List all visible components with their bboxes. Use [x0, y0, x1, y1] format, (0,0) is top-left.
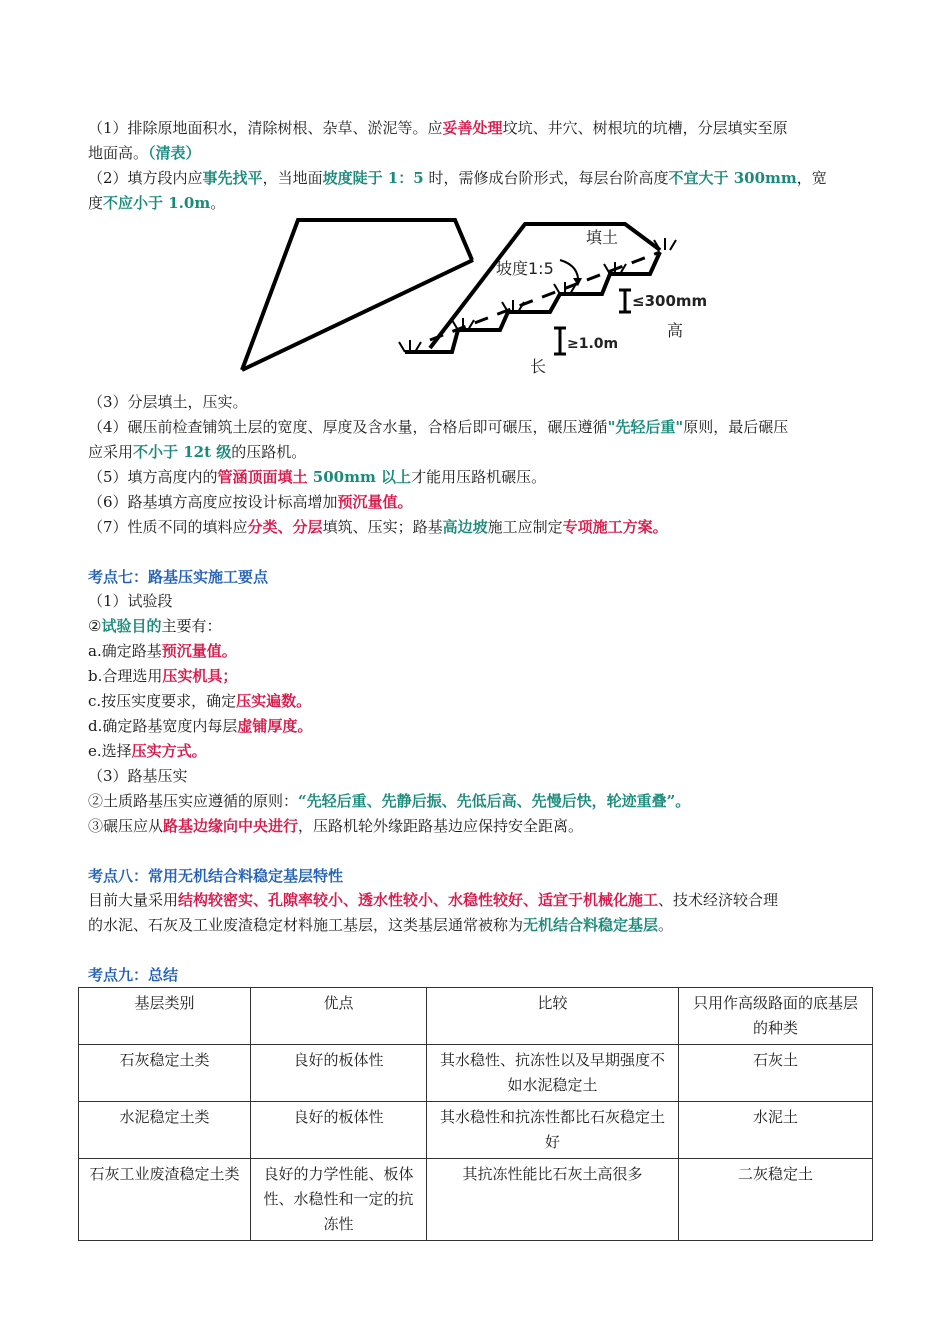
section-8-heading: 考点八：常用无机结合料稳定基层特性: [88, 867, 344, 885]
step-height-label: ≤300mm: [632, 292, 708, 310]
text: 原则，最后碾压: [683, 418, 789, 436]
step-width-label: ≥1.0m: [567, 336, 619, 352]
purpose-item-c: [88, 690, 311, 712]
text: ，当地面: [262, 169, 323, 187]
text: 目前大量采用: [88, 891, 179, 909]
highlight-text: 预沉量值。: [337, 493, 413, 511]
table-header: 比较: [427, 988, 679, 1045]
highlight-text: 试验目的: [101, 617, 162, 635]
highlight-text: 不应小于 1.0m: [103, 194, 211, 212]
height-label: 高: [667, 321, 684, 340]
highlight-text: 压实机具；: [162, 667, 238, 685]
paragraph-1-line-1: [88, 117, 788, 139]
text: 、技术经济较合理: [658, 891, 779, 909]
table-header: 优点: [251, 988, 427, 1045]
highlight-text: 高边坡: [442, 518, 488, 536]
section-8-line-2: [88, 914, 673, 936]
highlight-text: 压实方式。: [131, 742, 207, 760]
text: （6）路基填方高度应按设计标高增加: [88, 493, 338, 511]
text: ，压路机轮外缘距路基边应保持安全距离。: [298, 817, 584, 835]
purpose-item-e: [88, 740, 207, 762]
text: 的水泥、石灰及工业废渣稳定材料施工基层，这类基层通常被称为: [88, 916, 524, 934]
highlight-text: “先轻后重、先静后振、先低后高、先慢后快，轮迹重叠”。: [298, 792, 691, 810]
slope-label: 坡度1:5: [496, 259, 554, 278]
table-cell: 石灰工业废渣稳定土类: [79, 1159, 251, 1241]
table-cell: 水泥稳定土类: [79, 1102, 251, 1159]
highlight-text: "先轻后重": [607, 418, 684, 436]
highlight-text: 事先找平: [202, 169, 263, 187]
text: 才能用压路机碾压。: [411, 468, 547, 486]
paragraph-4-line-2: [88, 441, 306, 463]
text: ③碾压应从: [88, 817, 164, 835]
table-cell: 其抗冻性能比石灰土高很多: [427, 1159, 679, 1241]
section-9-heading: 考点九：总结: [88, 966, 179, 984]
table-row: [79, 1159, 873, 1241]
text: （3）路基压实: [88, 767, 188, 785]
table-cell: 水泥土: [679, 1102, 873, 1159]
text: （1）试验段: [88, 592, 173, 610]
table-cell: 二灰稳定土: [679, 1159, 873, 1241]
purpose-item-a: [88, 640, 237, 662]
highlight-text: 不宜大于 300mm: [668, 169, 797, 187]
paragraph-2-line-1: [88, 167, 827, 189]
highlight-text: 分类、分层: [247, 518, 323, 536]
text: 。: [210, 194, 226, 212]
highlight-text: （清表）: [148, 144, 201, 162]
table-cell: 其水稳性、抗冻性以及早期强度不如水泥稳定土: [427, 1045, 679, 1102]
text: 应采用: [88, 443, 134, 461]
text: 主要有：: [161, 617, 222, 635]
step-width-dimension: [554, 328, 566, 354]
paragraph-2-line-2: [88, 192, 225, 214]
text: 。: [658, 916, 674, 934]
text: ，宽: [796, 169, 827, 187]
text: 施工应制定: [487, 518, 563, 536]
table-row: [79, 1045, 873, 1102]
text: d.确定路基宽度内每层: [88, 717, 238, 735]
summary-table: [78, 987, 873, 1241]
table-header: 基层类别: [79, 988, 251, 1045]
table-row: [79, 1102, 873, 1159]
text: 时，需修成台阶形式，每层台阶高度: [423, 169, 669, 187]
text: （5）填方高度内的: [88, 468, 218, 486]
section-8-line-1: [88, 889, 778, 911]
text: 的压路机。: [231, 443, 307, 461]
purpose-item-b: [88, 665, 237, 687]
paragraph-4-line-1: [88, 416, 788, 438]
table-cell: 其水稳性和抗冻性都比石灰稳定土好: [427, 1102, 679, 1159]
text: 度: [88, 194, 104, 212]
text: 填筑、压实；路基: [322, 518, 443, 536]
highlight-text: 管涵顶面填土: [217, 468, 308, 486]
highlight-text: 500mm 以上: [307, 468, 412, 486]
text: （1）排除原地面积水，清除树根、杂草、淤泥等。应: [88, 119, 443, 137]
table-cell: 石灰土: [679, 1045, 873, 1102]
highlight-text: 专项施工方案。: [562, 518, 668, 536]
embankment-step-diagram: [230, 212, 708, 382]
length-label: 长: [530, 357, 547, 376]
highlight-text: 预沉量值。: [161, 642, 237, 660]
text: （7）性质不同的填料应: [88, 518, 248, 536]
text: a.确定路基: [88, 642, 162, 660]
highlight-text: 妥善处理: [442, 119, 503, 137]
table-header: 只用作高级路面的底基层的种类: [679, 988, 873, 1045]
text: c.按压实度要求，确定: [88, 692, 237, 710]
text: （4）碾压前检查铺筑土层的宽度、厚度及含水量，合格后即可碾压，碾压遵循: [88, 418, 608, 436]
paragraph-7: [88, 516, 668, 538]
table-cell: 石灰稳定土类: [79, 1045, 251, 1102]
highlight-text: 虚铺厚度。: [237, 717, 313, 735]
text: b.合理选用: [88, 667, 163, 685]
table-header-row: [79, 988, 873, 1045]
paragraph-6: [88, 491, 413, 513]
table-cell: 良好的板体性: [251, 1045, 427, 1102]
paragraph-1-line-2: [88, 142, 201, 164]
step-height-dimension: [619, 290, 631, 312]
text: 地面高。: [88, 144, 149, 162]
highlight-text: 无机结合料稳定基层: [523, 916, 659, 934]
highlight-text: 结构较密实、孔隙率较小、透水性较小、水稳性较好、适宜于机械化施工: [178, 891, 659, 909]
highlight-text: 路基边缘向中央进行: [163, 817, 299, 835]
section-7-sub-3: [88, 765, 188, 787]
section-7-sub-1: [88, 590, 173, 612]
compaction-direction: [88, 815, 583, 837]
fill-label: 填土: [586, 228, 619, 247]
table-cell: 良好的力学性能、板体性、水稳性和一定的抗冻性: [251, 1159, 427, 1241]
text: ②土质路基压实应遵循的原则：: [88, 792, 299, 810]
purpose-item-d: [88, 715, 312, 737]
paragraph-5: [88, 466, 546, 488]
highlight-text: 压实遍数。: [236, 692, 312, 710]
table-cell: 良好的板体性: [251, 1102, 427, 1159]
paragraph-3: [88, 391, 248, 413]
compaction-principle: [88, 790, 690, 812]
text: e.选择: [88, 742, 132, 760]
section-7-heading: 考点七：路基压实施工要点: [88, 568, 269, 586]
text: 坟坑、井穴、树根坑的坑槽，分层填实至原: [502, 119, 788, 137]
section-7-purpose: [88, 615, 221, 637]
highlight-text: 坡度陡于 1：5: [322, 169, 424, 187]
existing-embankment-outline: [242, 220, 472, 370]
text: （2）填方段内应: [88, 169, 203, 187]
text: （3）分层填土，压实。: [88, 393, 248, 411]
text: ②: [88, 617, 102, 635]
highlight-text: 不小于 12t 级: [133, 443, 232, 461]
